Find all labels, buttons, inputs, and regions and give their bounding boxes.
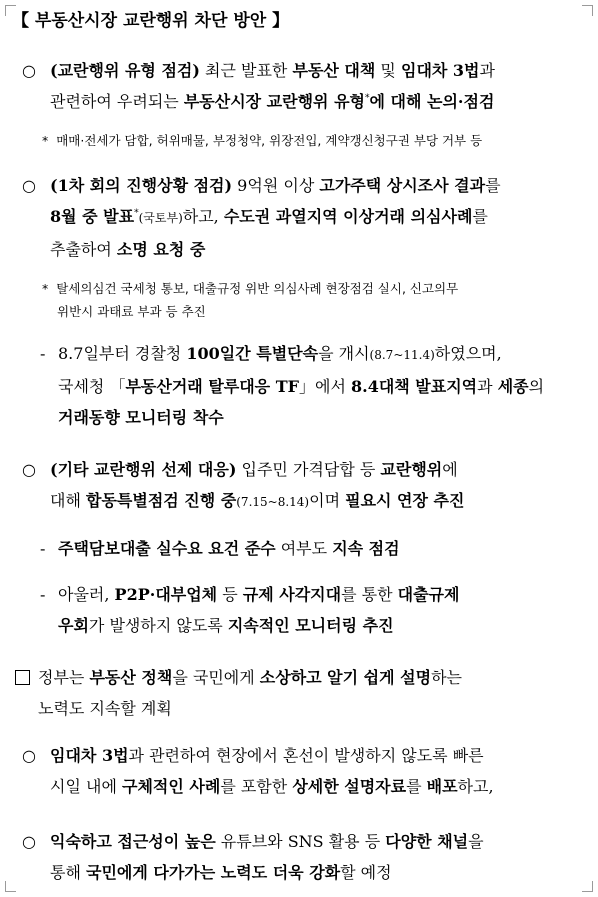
paragraph: 임대차 3법과 관련하여 현장에서 혼선이 발생하지 않도록 빠른 시일 내에 구체적인 사례를 포함한 상세한 설명자료를 배포하고,	[50, 746, 494, 796]
page-title: 【 부동산시장 교란행위 차단 방안 】	[12, 11, 290, 31]
dash-bullet: -	[40, 585, 46, 604]
dash-bullet: -	[40, 539, 46, 558]
paragraph: 8.7일부터 경찰청 100일간 특별단속을 개시(8.7~11.4)하였으며, 국세청 「부동산거래 탈루대응 TF」에서 8.4대책 발표지역과 세종의 거래동향 모니터링 착수	[58, 344, 545, 427]
paragraph: 주택담보대출 실수요 요건 준수 여부도 지속 점검	[58, 539, 400, 558]
paragraph: (기타 교란행위 선제 대응) 입주민 가격담합 등 교란행위에 대해 합동특별점검 진행 중(7.15~8.14)이며 필요시 연장 추진	[50, 460, 465, 510]
paragraph: 아울러, P2P·대부업체 등 규제 사각지대를 통한 대출규제 우회가 발생하지 않도록 지속적인 모니터링 추진	[58, 585, 460, 635]
checkbox-square-bullet	[15, 670, 30, 685]
footnote: * 매매·전세가 담합, 허위매물, 부정청약, 위장전입, 계약갱신청구권 부당 거부 등	[42, 133, 483, 148]
paragraph: 정부는 부동산 정책을 국민에게 소상하고 알기 쉽게 설명하는 노력도 지속할 계획	[38, 668, 462, 718]
circle-bullet: ○	[22, 746, 36, 765]
circle-bullet: ○	[22, 176, 36, 195]
footnote: * 탈세의심건 국세청 통보, 대출규정 위반 의심사례 현장점검 실시, 신고의무 위반시 과태료 부과 등 추진	[42, 281, 459, 319]
paragraph: 익숙하고 접근성이 높은 유튜브와 SNS 활용 등 다양한 채널을 통해 국민에게 다가가는 노력도 더욱 강화할 예정	[50, 832, 484, 882]
paragraph: (교란행위 유형 점검) 최근 발표한 부동산 대책 및 임대차 3법과 관련하여 우려되는 부동산시장 교란행위 유형*에 대해 논의·점검	[50, 61, 495, 111]
paragraph: (1차 회의 진행상황 점검) 9억원 이상 고가주택 상시조사 결과를 8월 중 발표*(국토부)하고, 수도권 과열지역 이상거래 의심사례를 추출하여 소명 요청 중	[50, 176, 501, 259]
circle-bullet: ○	[22, 460, 36, 479]
page-corner-mark	[582, 5, 593, 16]
dash-bullet: -	[40, 344, 46, 363]
circle-bullet: ○	[22, 832, 36, 851]
circle-bullet: ○	[22, 61, 36, 80]
page-corner-mark	[582, 881, 593, 892]
page-corner-mark	[5, 881, 16, 892]
